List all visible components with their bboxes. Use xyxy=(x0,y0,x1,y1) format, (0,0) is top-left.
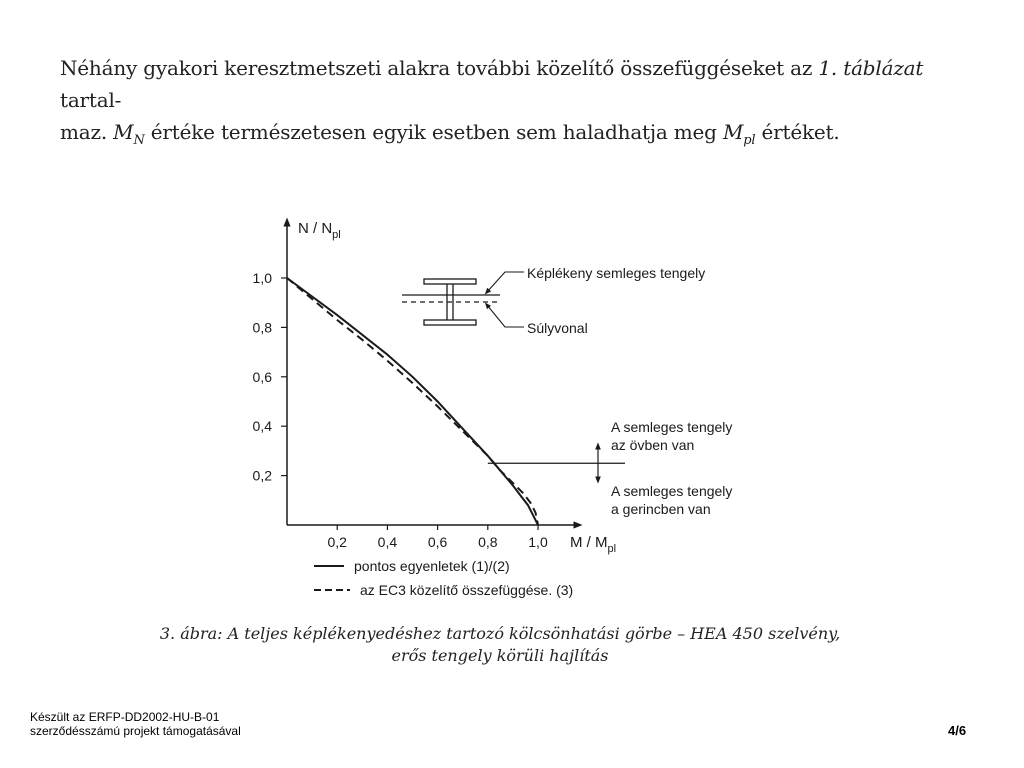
neutral-axis-leader xyxy=(487,272,524,292)
intro-text: Néhány gyakori keresztmetszeti alakra további közelítő összefüggéseket az xyxy=(60,56,819,80)
mn-symbol: $M_N$ xyxy=(113,120,145,148)
y-tick-label: 0,8 xyxy=(252,319,272,336)
caption-line-1: 3. ábra: A teljes képlékenyedéshez tartozó kölcsönhatási görbe – HEA 450 szelvény, xyxy=(159,624,841,643)
x-tick-label: 0,4 xyxy=(377,534,398,550)
y-tick-label: 0,4 xyxy=(252,418,272,435)
footer-line-2: szerződésszámú projekt támogatásával xyxy=(30,724,241,738)
neutral-axis-label: Képlékeny semleges tengely xyxy=(527,265,706,281)
x-tick-label: 0,6 xyxy=(427,534,448,550)
y-tick-label: 0,2 xyxy=(252,467,272,484)
footer-line-1: Készült az ERFP-DD2002-HU-B-01 xyxy=(30,710,220,724)
intro-text: értéke természetesen egyik esetben sem haladhatja meg xyxy=(144,120,723,144)
mpl-symbol: $M_{pl}$ xyxy=(722,120,756,148)
intro-text: értéket. xyxy=(755,120,840,144)
series-exact-line xyxy=(287,278,538,525)
annotation-upper-line1: A semleges tengely xyxy=(611,419,733,435)
centroid-label: Súlyvonal xyxy=(527,320,588,336)
page-number: 4/6 xyxy=(948,723,967,738)
intro-text: maz. xyxy=(60,120,114,144)
x-tick-label: 1,0 xyxy=(528,534,548,550)
table-reference: 1. táblázat xyxy=(818,56,924,80)
figure-caption xyxy=(150,623,850,667)
centroid-leader xyxy=(487,305,524,327)
y-tick-label: 1,0 xyxy=(252,270,272,286)
legend-label-solid: pontos egyenletek (1)/(2) xyxy=(354,558,510,574)
x-tick-label: 0,2 xyxy=(327,534,347,550)
legend-label-dashed: az EC3 közelítő összefüggése. (3) xyxy=(360,582,574,598)
x-tick-label: 0,8 xyxy=(478,534,498,550)
y-tick-label: 0,6 xyxy=(252,368,272,385)
footer-note xyxy=(30,710,241,738)
series-ec3-line xyxy=(287,278,538,525)
intro-text: tartal- xyxy=(60,88,122,112)
x-axis-label: M / $M_{pl}$ xyxy=(570,534,617,555)
y-axis-label: N / $N_{pl}$ xyxy=(298,220,341,241)
chart-legend xyxy=(314,558,573,598)
annotation-lower-line1: A semleges tengely xyxy=(611,483,733,499)
caption-line-2: erős tengely körüli hajlítás xyxy=(391,646,609,665)
annotation-upper-line2: az övben van xyxy=(611,437,695,453)
annotation-lower-line2: a gerincben van xyxy=(611,501,711,517)
